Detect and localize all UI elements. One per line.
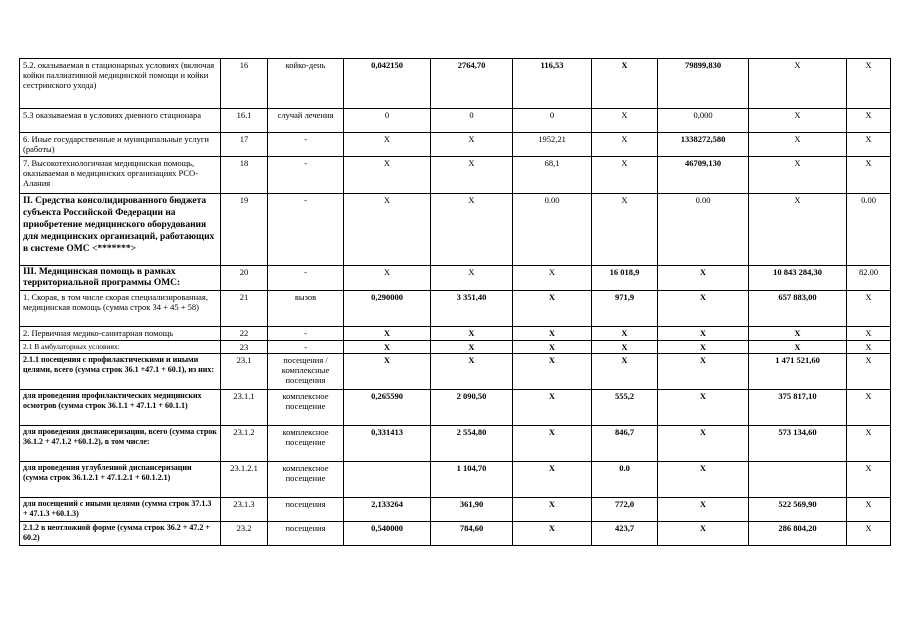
cell-total-oms: 375 817,10	[749, 390, 847, 426]
cell-total-oms	[749, 462, 847, 498]
cell-total-oms: 286 804,20	[749, 522, 847, 546]
cell-cost: 361,90	[431, 498, 513, 522]
cell-percent: Х	[847, 426, 891, 462]
cell-total-budget: 0,000	[658, 109, 749, 133]
cell-total-oms: Х	[749, 341, 847, 354]
cell-per-capita-budget: 68,1	[513, 157, 592, 194]
row-name: для проведения углубленной диспансеризации (сумма строк 36.1.2.1 + 47.1.2.1 + 60.1.2.1)	[20, 462, 221, 498]
cell-total-budget: 79899,830	[658, 59, 749, 109]
cell-per-capita-budget: Х	[513, 522, 592, 546]
cell-norm: Х	[344, 157, 431, 194]
cell-norm: 0,331413	[344, 426, 431, 462]
cell-total-oms: Х	[749, 327, 847, 341]
row-name: 1. Скорая, в том числе скорая специализированная, медицинская помощь (сумма строк 34 + 45 + 58)	[20, 291, 221, 327]
cell-total-oms: 10 843 284,30	[749, 266, 847, 291]
cell-percent: Х	[847, 291, 891, 327]
cell-total-oms: Х	[749, 133, 847, 157]
row-name: для проведения диспансеризации, всего (сумма строк 36.1.2 + 47.1.2 +60.1.2), в том числе:	[20, 426, 221, 462]
row-unit: -	[268, 341, 344, 354]
cell-per-capita-oms: Х	[592, 327, 658, 341]
row-unit: -	[268, 327, 344, 341]
cell-per-capita-oms: 423,7	[592, 522, 658, 546]
cell-total-budget: 0.00	[658, 194, 749, 266]
row-number: 16.1	[221, 109, 268, 133]
cell-cost: 2 554,80	[431, 426, 513, 462]
cell-per-capita-oms: 772,0	[592, 498, 658, 522]
cell-total-budget: Х	[658, 266, 749, 291]
table-row	[20, 426, 891, 462]
cell-percent: Х	[847, 327, 891, 341]
row-unit: -	[268, 157, 344, 194]
cell-percent: Х	[847, 109, 891, 133]
cell-total-budget: Х	[658, 390, 749, 426]
cell-norm: Х	[344, 266, 431, 291]
table-row	[20, 109, 891, 133]
cell-per-capita-oms: Х	[592, 59, 658, 109]
table-row	[20, 59, 891, 109]
table-row	[20, 390, 891, 426]
cell-percent: Х	[847, 133, 891, 157]
row-name: для посещений с иными целями (сумма строк 37.1.3 + 47.1.3 +60.1.3)	[20, 498, 221, 522]
cell-cost: Х	[431, 266, 513, 291]
row-name: для проведения профилактических медицинских осмотров (сумма строк 36.1.1 + 47.1.1 + 60.1.1)	[20, 390, 221, 426]
table-row	[20, 341, 891, 354]
cell-cost: 2 090,50	[431, 390, 513, 426]
cell-percent: Х	[847, 462, 891, 498]
row-number: 23	[221, 341, 268, 354]
cell-total-budget: Х	[658, 522, 749, 546]
cell-per-capita-oms: 0.0	[592, 462, 658, 498]
cell-total-budget: 46709,130	[658, 157, 749, 194]
cell-per-capita-oms: 846,7	[592, 426, 658, 462]
cell-per-capita-oms: Х	[592, 194, 658, 266]
cell-percent: 0.00	[847, 194, 891, 266]
cell-percent: Х	[847, 522, 891, 546]
cell-norm: Х	[344, 194, 431, 266]
table-row	[20, 327, 891, 341]
cell-norm: 0,042150	[344, 59, 431, 109]
cell-per-capita-budget: 0	[513, 109, 592, 133]
row-number: 19	[221, 194, 268, 266]
row-number: 23.1	[221, 354, 268, 390]
row-name: 6. Иные государственные и муниципальные услуги (работы)	[20, 133, 221, 157]
row-number: 18	[221, 157, 268, 194]
cell-total-oms: Х	[749, 157, 847, 194]
row-unit: койко-день	[268, 59, 344, 109]
table-row	[20, 157, 891, 194]
row-number: 23.1.3	[221, 498, 268, 522]
cell-per-capita-budget: Х	[513, 426, 592, 462]
row-name: 2. Первичная медико-санитарная помощь	[20, 327, 221, 341]
cell-cost: Х	[431, 354, 513, 390]
cell-cost: Х	[431, 341, 513, 354]
cell-percent: 82.00	[847, 266, 891, 291]
cell-per-capita-oms: Х	[592, 354, 658, 390]
cell-norm: 2,133264	[344, 498, 431, 522]
cell-per-capita-oms: Х	[592, 341, 658, 354]
cell-norm: Х	[344, 133, 431, 157]
cell-total-oms: Х	[749, 109, 847, 133]
table-row	[20, 522, 891, 546]
cell-norm: 0	[344, 109, 431, 133]
cell-per-capita-budget: Х	[513, 354, 592, 390]
cell-total-oms: Х	[749, 59, 847, 109]
table-row	[20, 462, 891, 498]
cell-total-oms: 657 883,00	[749, 291, 847, 327]
cell-norm: Х	[344, 354, 431, 390]
table-row	[20, 194, 891, 266]
cell-cost: 3 351,40	[431, 291, 513, 327]
cell-percent: Х	[847, 354, 891, 390]
table-row	[20, 291, 891, 327]
table-row	[20, 498, 891, 522]
cell-per-capita-oms: 16 018,9	[592, 266, 658, 291]
row-unit: посещения / комплексные посещения	[268, 354, 344, 390]
row-unit: комплексное посещение	[268, 462, 344, 498]
cell-per-capita-budget: Х	[513, 327, 592, 341]
cell-per-capita-budget: Х	[513, 266, 592, 291]
cell-per-capita-budget: 116,53	[513, 59, 592, 109]
cell-per-capita-budget: Х	[513, 390, 592, 426]
cell-total-budget: Х	[658, 426, 749, 462]
row-name: 5.2. оказываемая в стационарных условиях (включая койки паллиативной медицинской помощи и койки сестринского ухода)	[20, 59, 221, 109]
row-name: 5.3 оказываемая в условиях дневного стационара	[20, 109, 221, 133]
row-unit: -	[268, 133, 344, 157]
cell-per-capita-oms: 555,2	[592, 390, 658, 426]
row-number: 22	[221, 327, 268, 341]
budget-table	[19, 58, 891, 546]
row-number: 16	[221, 59, 268, 109]
row-unit: посещения	[268, 522, 344, 546]
row-name: 2.1 В амбулаторных условиях:	[20, 341, 221, 354]
cell-total-budget: Х	[658, 462, 749, 498]
row-name: 2.1.2 в неотложной форме (сумма строк 36.2 + 47.2 + 60.2)	[20, 522, 221, 546]
row-unit: посещения	[268, 498, 344, 522]
cell-total-budget: Х	[658, 327, 749, 341]
cell-cost: 2764,70	[431, 59, 513, 109]
row-name: II. Средства консолидированного бюджета субъекта Российской Федерации на приобретение медицинского оборудования для медицинских организаций, работающих в системе ОМС <*******>	[20, 194, 221, 266]
row-number: 23.1.2.1	[221, 462, 268, 498]
cell-per-capita-oms: Х	[592, 109, 658, 133]
row-number: 17	[221, 133, 268, 157]
row-number: 23.1.2	[221, 426, 268, 462]
table-row	[20, 354, 891, 390]
cell-norm: Х	[344, 341, 431, 354]
cell-percent: Х	[847, 157, 891, 194]
cell-per-capita-oms: Х	[592, 133, 658, 157]
cell-norm: 0,290000	[344, 291, 431, 327]
cell-total-oms: 1 471 521,60	[749, 354, 847, 390]
row-name: III. Медицинская помощь в рамках территориальной программы ОМС:	[20, 266, 221, 291]
cell-total-budget: Х	[658, 498, 749, 522]
row-unit: случай лечения	[268, 109, 344, 133]
row-unit: комплексное посещение	[268, 426, 344, 462]
cell-percent: Х	[847, 341, 891, 354]
cell-total-budget: Х	[658, 354, 749, 390]
cell-norm: 0,265590	[344, 390, 431, 426]
table-row	[20, 133, 891, 157]
cell-total-oms: 573 134,60	[749, 426, 847, 462]
row-unit: вызов	[268, 291, 344, 327]
row-number: 21	[221, 291, 268, 327]
cell-per-capita-oms: Х	[592, 157, 658, 194]
row-number: 23.1.1	[221, 390, 268, 426]
row-name: 7. Высокотехнологичная медицинская помощь, оказываемая в медицинских организациях РСО-Алания	[20, 157, 221, 194]
row-unit: -	[268, 194, 344, 266]
cell-percent: Х	[847, 59, 891, 109]
cell-per-capita-budget: Х	[513, 462, 592, 498]
table-row	[20, 266, 891, 291]
row-unit: комплексное посещение	[268, 390, 344, 426]
cell-per-capita-budget: Х	[513, 291, 592, 327]
cell-per-capita-budget: Х	[513, 498, 592, 522]
cell-total-oms: Х	[749, 194, 847, 266]
cell-norm: Х	[344, 327, 431, 341]
cell-cost: Х	[431, 327, 513, 341]
cell-cost: Х	[431, 133, 513, 157]
cell-percent: Х	[847, 498, 891, 522]
cell-total-budget: Х	[658, 291, 749, 327]
cell-total-oms: 522 569,90	[749, 498, 847, 522]
cell-cost: 1 104,70	[431, 462, 513, 498]
cell-total-budget: Х	[658, 341, 749, 354]
cell-cost: Х	[431, 157, 513, 194]
row-number: 23.2	[221, 522, 268, 546]
row-number: 20	[221, 266, 268, 291]
cell-per-capita-budget: 0.00	[513, 194, 592, 266]
cell-per-capita-budget: Х	[513, 341, 592, 354]
cell-total-budget: 1338272,580	[658, 133, 749, 157]
cell-cost: Х	[431, 194, 513, 266]
row-name: 2.1.1 посещения с профилактическими и иными целями, всего (сумма строк 36.1 +47.1 + 60.1), из них:	[20, 354, 221, 390]
cell-cost: 0	[431, 109, 513, 133]
row-unit: -	[268, 266, 344, 291]
cell-norm: 0,540000	[344, 522, 431, 546]
cell-per-capita-oms: 971,9	[592, 291, 658, 327]
cell-per-capita-budget: 1952,21	[513, 133, 592, 157]
cell-percent: Х	[847, 390, 891, 426]
cell-norm	[344, 462, 431, 498]
cell-cost: 784,60	[431, 522, 513, 546]
